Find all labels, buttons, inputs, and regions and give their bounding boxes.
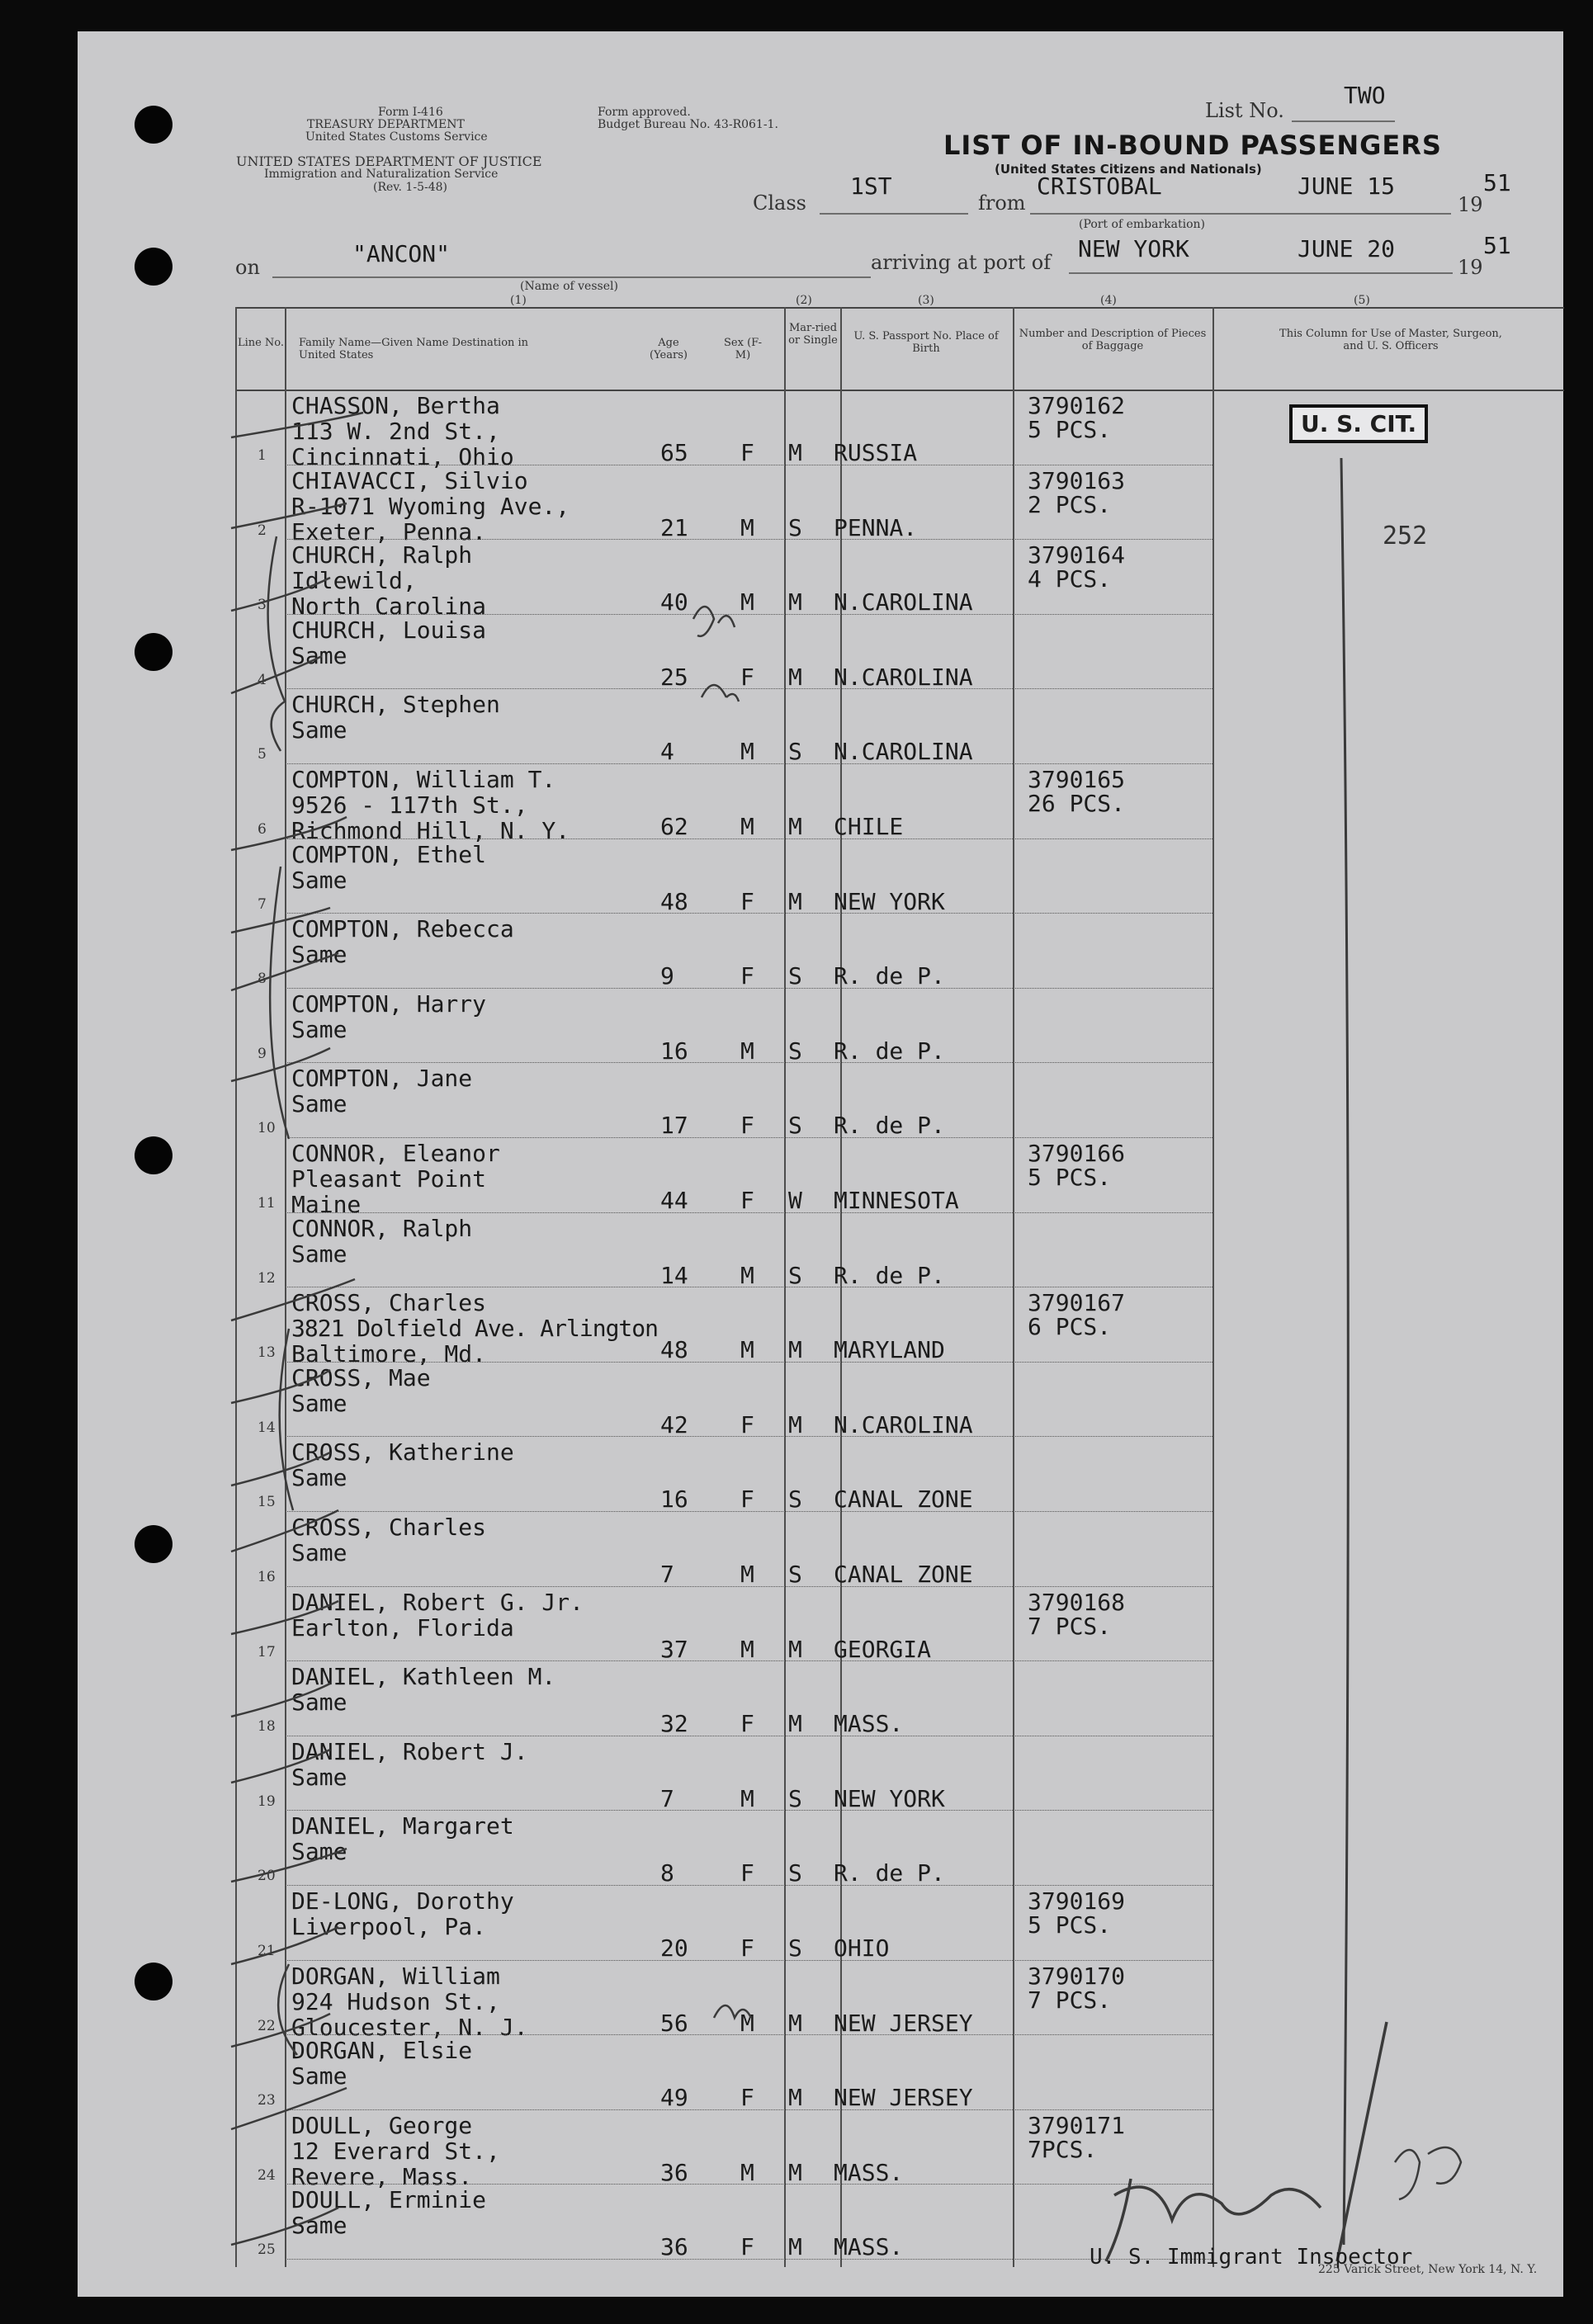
line-number: 19 bbox=[258, 1793, 276, 1810]
passenger-age: 49 bbox=[660, 2084, 688, 2112]
passenger-sex: F bbox=[740, 663, 754, 691]
line-number: 21 bbox=[258, 1943, 276, 1959]
passenger-name: COMPTON, William T. bbox=[291, 766, 556, 793]
arrival-year-prefix: 19 bbox=[1458, 256, 1483, 279]
passenger-sex: M bbox=[740, 738, 754, 766]
from-label: from bbox=[978, 191, 1026, 215]
line-number: 3 bbox=[258, 597, 267, 614]
passenger-address: 12 Everard St., bbox=[291, 2137, 500, 2165]
passenger-name: DANIEL, Robert G. Jr. bbox=[291, 1588, 584, 1616]
port-embarkation-caption: (Port of embarkation) bbox=[1079, 218, 1205, 231]
arriving-label: arriving at port of bbox=[871, 251, 1052, 274]
passenger-marital-status: M bbox=[788, 1336, 802, 1364]
passenger-birthplace: N.CAROLINA bbox=[834, 663, 973, 691]
passenger-marital-status: S bbox=[788, 962, 802, 990]
header-married: Mar-ried or Single bbox=[788, 322, 838, 347]
passenger-age: 20 bbox=[660, 1934, 688, 1962]
line-number: 10 bbox=[258, 1120, 276, 1137]
passenger-sex: F bbox=[740, 2233, 754, 2261]
passenger-age: 16 bbox=[660, 1037, 688, 1065]
passenger-address: Same bbox=[291, 866, 347, 894]
line-number: 13 bbox=[258, 1344, 276, 1362]
passenger-marital-status: M bbox=[788, 439, 802, 466]
passenger-name: CONNOR, Eleanor bbox=[291, 1140, 500, 1167]
line-number: 4 bbox=[258, 671, 267, 688]
vessel-caption: (Name of vessel) bbox=[520, 280, 618, 293]
passenger-marital-status: M bbox=[788, 813, 802, 840]
passenger-address: Exeter, Penna. bbox=[291, 517, 487, 546]
from-year: 51 bbox=[1483, 169, 1511, 196]
passenger-birthplace: RUSSIA bbox=[834, 439, 918, 466]
passenger-sex: F bbox=[740, 1859, 754, 1887]
passenger-marital-status: M bbox=[788, 2233, 802, 2261]
baggage-number: 3790164 bbox=[1028, 541, 1126, 569]
passenger-marital-status: S bbox=[788, 1859, 802, 1887]
passenger-age: 7 bbox=[660, 1784, 674, 1812]
form-approved: Form approved. bbox=[598, 106, 691, 119]
passenger-age: 37 bbox=[660, 1635, 688, 1663]
line-number: 12 bbox=[258, 1269, 276, 1287]
passenger-address: Same bbox=[291, 2062, 347, 2090]
passenger-address: Maine bbox=[291, 1191, 362, 1218]
passenger-age: 56 bbox=[660, 2009, 688, 2037]
column-number: (1) bbox=[510, 294, 527, 307]
form-subtitle: (United States Citizens and Nationals) bbox=[995, 162, 1262, 177]
officer-count: 252 bbox=[1383, 522, 1428, 550]
line-number: 20 bbox=[258, 1868, 276, 1885]
passenger-address: 924 Hudson St., bbox=[291, 1987, 500, 2015]
passenger-name: CHURCH, Ralph bbox=[291, 541, 473, 569]
from-date: JUNE 15 bbox=[1298, 172, 1396, 200]
passenger-address: Same bbox=[291, 716, 347, 744]
passenger-sex: F bbox=[740, 1410, 754, 1438]
arrival-port: NEW YORK bbox=[1078, 235, 1189, 262]
line-number: 8 bbox=[258, 971, 267, 988]
passenger-marital-status: M bbox=[788, 1635, 802, 1663]
line-number: 2 bbox=[258, 522, 267, 539]
line-number: 16 bbox=[258, 1569, 276, 1585]
header-baggage: Number and Description of Pieces of Baggage bbox=[1019, 328, 1207, 352]
column-number: (4) bbox=[1100, 294, 1117, 307]
passenger-age: 32 bbox=[660, 1710, 688, 1738]
baggage-pieces: 5 PCS. bbox=[1028, 416, 1112, 443]
baggage-number: 3790162 bbox=[1028, 392, 1126, 419]
rev-label: (Rev. 1-5-48) bbox=[373, 181, 447, 194]
line-number: 14 bbox=[258, 1419, 276, 1436]
passenger-birthplace: MASS. bbox=[834, 2233, 904, 2261]
arrival-date: JUNE 20 bbox=[1298, 235, 1396, 262]
passenger-birthplace: MASS. bbox=[834, 2158, 904, 2186]
passenger-marital-status: S bbox=[788, 1934, 802, 1962]
customs-label: United States Customs Service bbox=[305, 130, 488, 144]
passenger-age: 7 bbox=[660, 1561, 674, 1588]
passenger-birthplace: CANAL ZONE bbox=[834, 1561, 973, 1588]
passenger-age: 40 bbox=[660, 588, 688, 616]
baggage-pieces: 7 PCS. bbox=[1028, 1612, 1112, 1640]
passenger-address: Same bbox=[291, 1689, 347, 1717]
passenger-name: CROSS, Charles bbox=[291, 1514, 487, 1541]
line-number: 11 bbox=[258, 1195, 276, 1212]
passenger-birthplace: NEW YORK bbox=[834, 887, 945, 915]
line-number: 15 bbox=[258, 1494, 276, 1511]
baggage-pieces: 4 PCS. bbox=[1028, 565, 1112, 593]
passenger-marital-status: M bbox=[788, 2158, 802, 2186]
baggage-number: 3790168 bbox=[1028, 1588, 1126, 1616]
passenger-sex: M bbox=[740, 813, 754, 840]
passenger-sex: F bbox=[740, 887, 754, 915]
us-citizen-stamp: U. S. CIT. bbox=[1289, 404, 1428, 443]
passenger-address: Same bbox=[291, 1015, 347, 1043]
passenger-address: Earlton, Florida bbox=[291, 1613, 514, 1641]
passenger-birthplace: MASS. bbox=[834, 1710, 904, 1738]
list-no-label: List No. bbox=[1205, 99, 1284, 122]
baggage-pieces: 5 PCS. bbox=[1028, 1911, 1112, 1939]
passenger-birthplace: MINNESOTA bbox=[834, 1187, 959, 1214]
passenger-address: Same bbox=[291, 2212, 347, 2240]
passenger-marital-status: M bbox=[788, 1410, 802, 1438]
passenger-age: 62 bbox=[660, 813, 688, 840]
passenger-birthplace: CHILE bbox=[834, 813, 904, 840]
passenger-marital-status: S bbox=[788, 1784, 802, 1812]
passenger-name: DANIEL, Kathleen M. bbox=[291, 1663, 556, 1691]
line-number: 9 bbox=[258, 1045, 267, 1062]
line-number: 17 bbox=[258, 1643, 276, 1660]
treasury-label: TREASURY DEPARTMENT bbox=[307, 118, 465, 131]
list-no-value: TWO bbox=[1344, 82, 1386, 109]
passenger-marital-status: M bbox=[788, 1710, 802, 1738]
passenger-address: Idlewild, bbox=[291, 567, 417, 595]
passenger-name: DORGAN, William bbox=[291, 1962, 500, 1990]
passenger-marital-status: S bbox=[788, 1561, 802, 1588]
passenger-sex: M bbox=[740, 2009, 754, 2037]
passenger-birthplace: R. de P. bbox=[834, 1112, 945, 1140]
passenger-name: COMPTON, Rebecca bbox=[291, 915, 514, 943]
passenger-age: 48 bbox=[660, 887, 688, 915]
from-port: CRISTOBAL bbox=[1037, 172, 1162, 200]
column-number: (3) bbox=[918, 294, 934, 307]
line-number: 5 bbox=[258, 746, 267, 763]
passenger-marital-status: S bbox=[788, 738, 802, 766]
passenger-marital-status: S bbox=[788, 1112, 802, 1140]
passenger-sex: F bbox=[740, 439, 754, 466]
baggage-pieces: 5 PCS. bbox=[1028, 1164, 1112, 1191]
passenger-sex: M bbox=[740, 1037, 754, 1065]
passenger-address: Same bbox=[291, 941, 347, 969]
passenger-name: DE-LONG, Dorothy bbox=[291, 1887, 514, 1915]
passenger-address: Same bbox=[291, 641, 347, 669]
passenger-address: 9526 - 117th St., bbox=[291, 791, 528, 819]
class-label: Class bbox=[753, 191, 806, 215]
line-number: 18 bbox=[258, 1718, 276, 1736]
header-passport: U. S. Passport No. Place of Birth bbox=[853, 330, 999, 355]
baggage-number: 3790163 bbox=[1028, 466, 1126, 494]
passenger-birthplace: MARYLAND bbox=[834, 1336, 945, 1364]
passenger-birthplace: GEORGIA bbox=[834, 1635, 932, 1663]
vessel-name: "ANCON" bbox=[352, 240, 451, 267]
passenger-address: Richmond Hill, N. Y. bbox=[291, 817, 570, 844]
passenger-age: 25 bbox=[660, 663, 688, 691]
passenger-birthplace: NEW YORK bbox=[834, 1784, 945, 1812]
line-number: 6 bbox=[258, 821, 267, 838]
passenger-name: CROSS, Mae bbox=[291, 1363, 431, 1391]
baggage-pieces: 26 PCS. bbox=[1028, 790, 1126, 817]
passenger-marital-status: M bbox=[788, 588, 802, 616]
passenger-birthplace: R. de P. bbox=[834, 962, 945, 990]
passenger-name: DOULL, George bbox=[291, 2111, 473, 2139]
class-value: 1ST bbox=[850, 172, 892, 200]
baggage-pieces: 6 PCS. bbox=[1028, 1313, 1112, 1341]
baggage-pieces: 7 PCS. bbox=[1028, 1986, 1112, 2014]
line-number: 1 bbox=[258, 447, 267, 464]
passenger-sex: F bbox=[740, 2084, 754, 2112]
passenger-age: 36 bbox=[660, 2158, 688, 2186]
header-line-no: Line No. bbox=[237, 337, 285, 349]
passenger-birthplace: N.CAROLINA bbox=[834, 1410, 973, 1438]
passenger-birthplace: N.CAROLINA bbox=[834, 738, 973, 766]
form-number: Form I-416 bbox=[378, 106, 443, 119]
passenger-name: CHIAVACCI, Silvio bbox=[291, 466, 528, 494]
passenger-age: 21 bbox=[660, 513, 688, 541]
passenger-birthplace: R. de P. bbox=[834, 1261, 945, 1289]
line-number: 24 bbox=[258, 2166, 276, 2184]
line-number: 7 bbox=[258, 895, 267, 913]
form-title: LIST OF IN-BOUND PASSENGERS bbox=[943, 130, 1442, 161]
passenger-birthplace: N.CAROLINA bbox=[834, 588, 973, 616]
passenger-marital-status: W bbox=[788, 1187, 802, 1214]
ins-label: Immigration and Naturalization Service bbox=[264, 168, 499, 181]
passenger-sex: M bbox=[740, 1261, 754, 1289]
baggage-number: 3790170 bbox=[1028, 1962, 1126, 1990]
passenger-address: 113 W. 2nd St., bbox=[291, 418, 500, 445]
baggage-number: 3790166 bbox=[1028, 1140, 1126, 1167]
passenger-sex: M bbox=[740, 2158, 754, 2186]
passenger-sex: F bbox=[740, 962, 754, 990]
passenger-age: 9 bbox=[660, 962, 674, 990]
passenger-age: 36 bbox=[660, 2233, 688, 2261]
baggage-pieces: 7PCS. bbox=[1028, 2135, 1098, 2163]
passenger-birthplace: NEW JERSEY bbox=[834, 2084, 973, 2112]
passenger-name: CROSS, Charles bbox=[291, 1289, 487, 1317]
passenger-sex: M bbox=[740, 1635, 754, 1663]
passenger-birthplace: R. de P. bbox=[834, 1859, 945, 1887]
passenger-marital-status: M bbox=[788, 663, 802, 691]
passenger-marital-status: S bbox=[788, 513, 802, 541]
passenger-marital-status: M bbox=[788, 2084, 802, 2112]
passenger-name: COMPTON, Jane bbox=[291, 1065, 473, 1093]
passenger-age: 65 bbox=[660, 439, 688, 466]
passenger-address: Same bbox=[291, 1838, 347, 1866]
passenger-address: North Carolina bbox=[291, 593, 487, 621]
passenger-address: Pleasant Point bbox=[291, 1165, 487, 1193]
passenger-birthplace: CANAL ZONE bbox=[834, 1486, 973, 1514]
from-year-prefix: 19 bbox=[1458, 193, 1483, 216]
passenger-name: CHASSON, Bertha bbox=[291, 392, 500, 419]
header-name: Family Name—Given Name Destination in United States bbox=[299, 337, 529, 361]
passenger-age: 42 bbox=[660, 1410, 688, 1438]
passenger-sex: F bbox=[740, 1112, 754, 1140]
passenger-name: CONNOR, Ralph bbox=[291, 1214, 473, 1242]
passenger-address: Cincinnati, Ohio bbox=[291, 443, 514, 470]
passenger-address: Same bbox=[291, 1763, 347, 1791]
passenger-marital-status: S bbox=[788, 1486, 802, 1514]
passenger-address: Same bbox=[291, 1539, 347, 1566]
passenger-name: DOULL, Erminie bbox=[291, 2186, 487, 2214]
passenger-address: 3821 Dolfield Ave. Arlington bbox=[291, 1315, 659, 1343]
passenger-name: COMPTON, Ethel bbox=[291, 840, 487, 868]
passenger-marital-status: M bbox=[788, 887, 802, 915]
passenger-birthplace: NEW JERSEY bbox=[834, 2009, 973, 2037]
line-number: 23 bbox=[258, 2092, 276, 2109]
baggage-number: 3790165 bbox=[1028, 766, 1126, 793]
on-label: on bbox=[235, 256, 260, 279]
passenger-age: 48 bbox=[660, 1336, 688, 1364]
passenger-address: Same bbox=[291, 1464, 347, 1492]
passenger-name: COMPTON, Harry bbox=[291, 990, 487, 1018]
passenger-marital-status: S bbox=[788, 1037, 802, 1065]
header-age: Age (Years) bbox=[650, 337, 688, 361]
passenger-sex: F bbox=[740, 1486, 754, 1514]
header-officers: This Column for Use of Master, Surgeon, and U. S. Officers bbox=[1279, 328, 1502, 352]
passenger-age: 8 bbox=[660, 1859, 674, 1887]
passenger-address: R-1071 Wyoming Ave., bbox=[291, 492, 570, 520]
justice-label: UNITED STATES DEPARTMENT OF JUSTICE bbox=[236, 154, 542, 169]
passenger-sex: M bbox=[740, 513, 754, 541]
line-number: 22 bbox=[258, 2017, 276, 2034]
passenger-address: Same bbox=[291, 1090, 347, 1118]
column-number: (5) bbox=[1354, 294, 1370, 307]
passenger-address: Gloucester, N. J. bbox=[291, 2013, 528, 2041]
baggage-number: 3790167 bbox=[1028, 1289, 1126, 1317]
passenger-address: Same bbox=[291, 1389, 347, 1417]
header-sex: Sex (F-M) bbox=[724, 337, 762, 361]
passenger-sex: F bbox=[740, 1934, 754, 1962]
passenger-age: 14 bbox=[660, 1261, 688, 1289]
passenger-birthplace: PENNA. bbox=[834, 513, 918, 541]
passenger-sex: M bbox=[740, 1561, 754, 1588]
inspector-label: U. S. Immigrant Inspector bbox=[1090, 2245, 1413, 2270]
passenger-age: 16 bbox=[660, 1486, 688, 1514]
passenger-sex: M bbox=[740, 1784, 754, 1812]
passenger-name: DANIEL, Margaret bbox=[291, 1812, 514, 1840]
passenger-age: 4 bbox=[660, 738, 674, 766]
passenger-address: Same bbox=[291, 1240, 347, 1268]
passenger-address: Revere, Mass. bbox=[291, 2162, 473, 2190]
passenger-address: Liverpool, Pa. bbox=[291, 1913, 487, 1940]
passenger-sex: M bbox=[740, 1336, 754, 1364]
passenger-name: DANIEL, Robert J. bbox=[291, 1737, 528, 1765]
passenger-birthplace: R. de P. bbox=[834, 1037, 945, 1065]
budget-bureau: Budget Bureau No. 43-R061-1. bbox=[598, 118, 778, 131]
printer-address: 225 Varick Street, New York 14, N. Y. bbox=[1318, 2263, 1538, 2276]
passenger-age: 17 bbox=[660, 1112, 688, 1140]
passenger-marital-status: M bbox=[788, 2009, 802, 2037]
passenger-name: CHURCH, Louisa bbox=[291, 616, 487, 644]
passenger-marital-status: S bbox=[788, 1261, 802, 1289]
baggage-pieces: 2 PCS. bbox=[1028, 490, 1112, 518]
passenger-sex: F bbox=[740, 1710, 754, 1738]
baggage-number: 3790169 bbox=[1028, 1887, 1126, 1915]
arrival-year: 51 bbox=[1483, 232, 1511, 259]
column-number: (2) bbox=[796, 294, 812, 307]
passenger-name: DORGAN, Elsie bbox=[291, 2037, 473, 2065]
baggage-number: 3790171 bbox=[1028, 2111, 1126, 2139]
passenger-address: Baltimore, Md. bbox=[291, 1340, 487, 1368]
passenger-age: 44 bbox=[660, 1187, 688, 1214]
passenger-sex: M bbox=[740, 588, 754, 616]
line-number: 25 bbox=[258, 2241, 276, 2259]
passenger-name: CHURCH, Stephen bbox=[291, 691, 500, 719]
passenger-name: CROSS, Katherine bbox=[291, 1438, 514, 1467]
passenger-birthplace: OHIO bbox=[834, 1934, 890, 1962]
passenger-sex: F bbox=[740, 1187, 754, 1214]
